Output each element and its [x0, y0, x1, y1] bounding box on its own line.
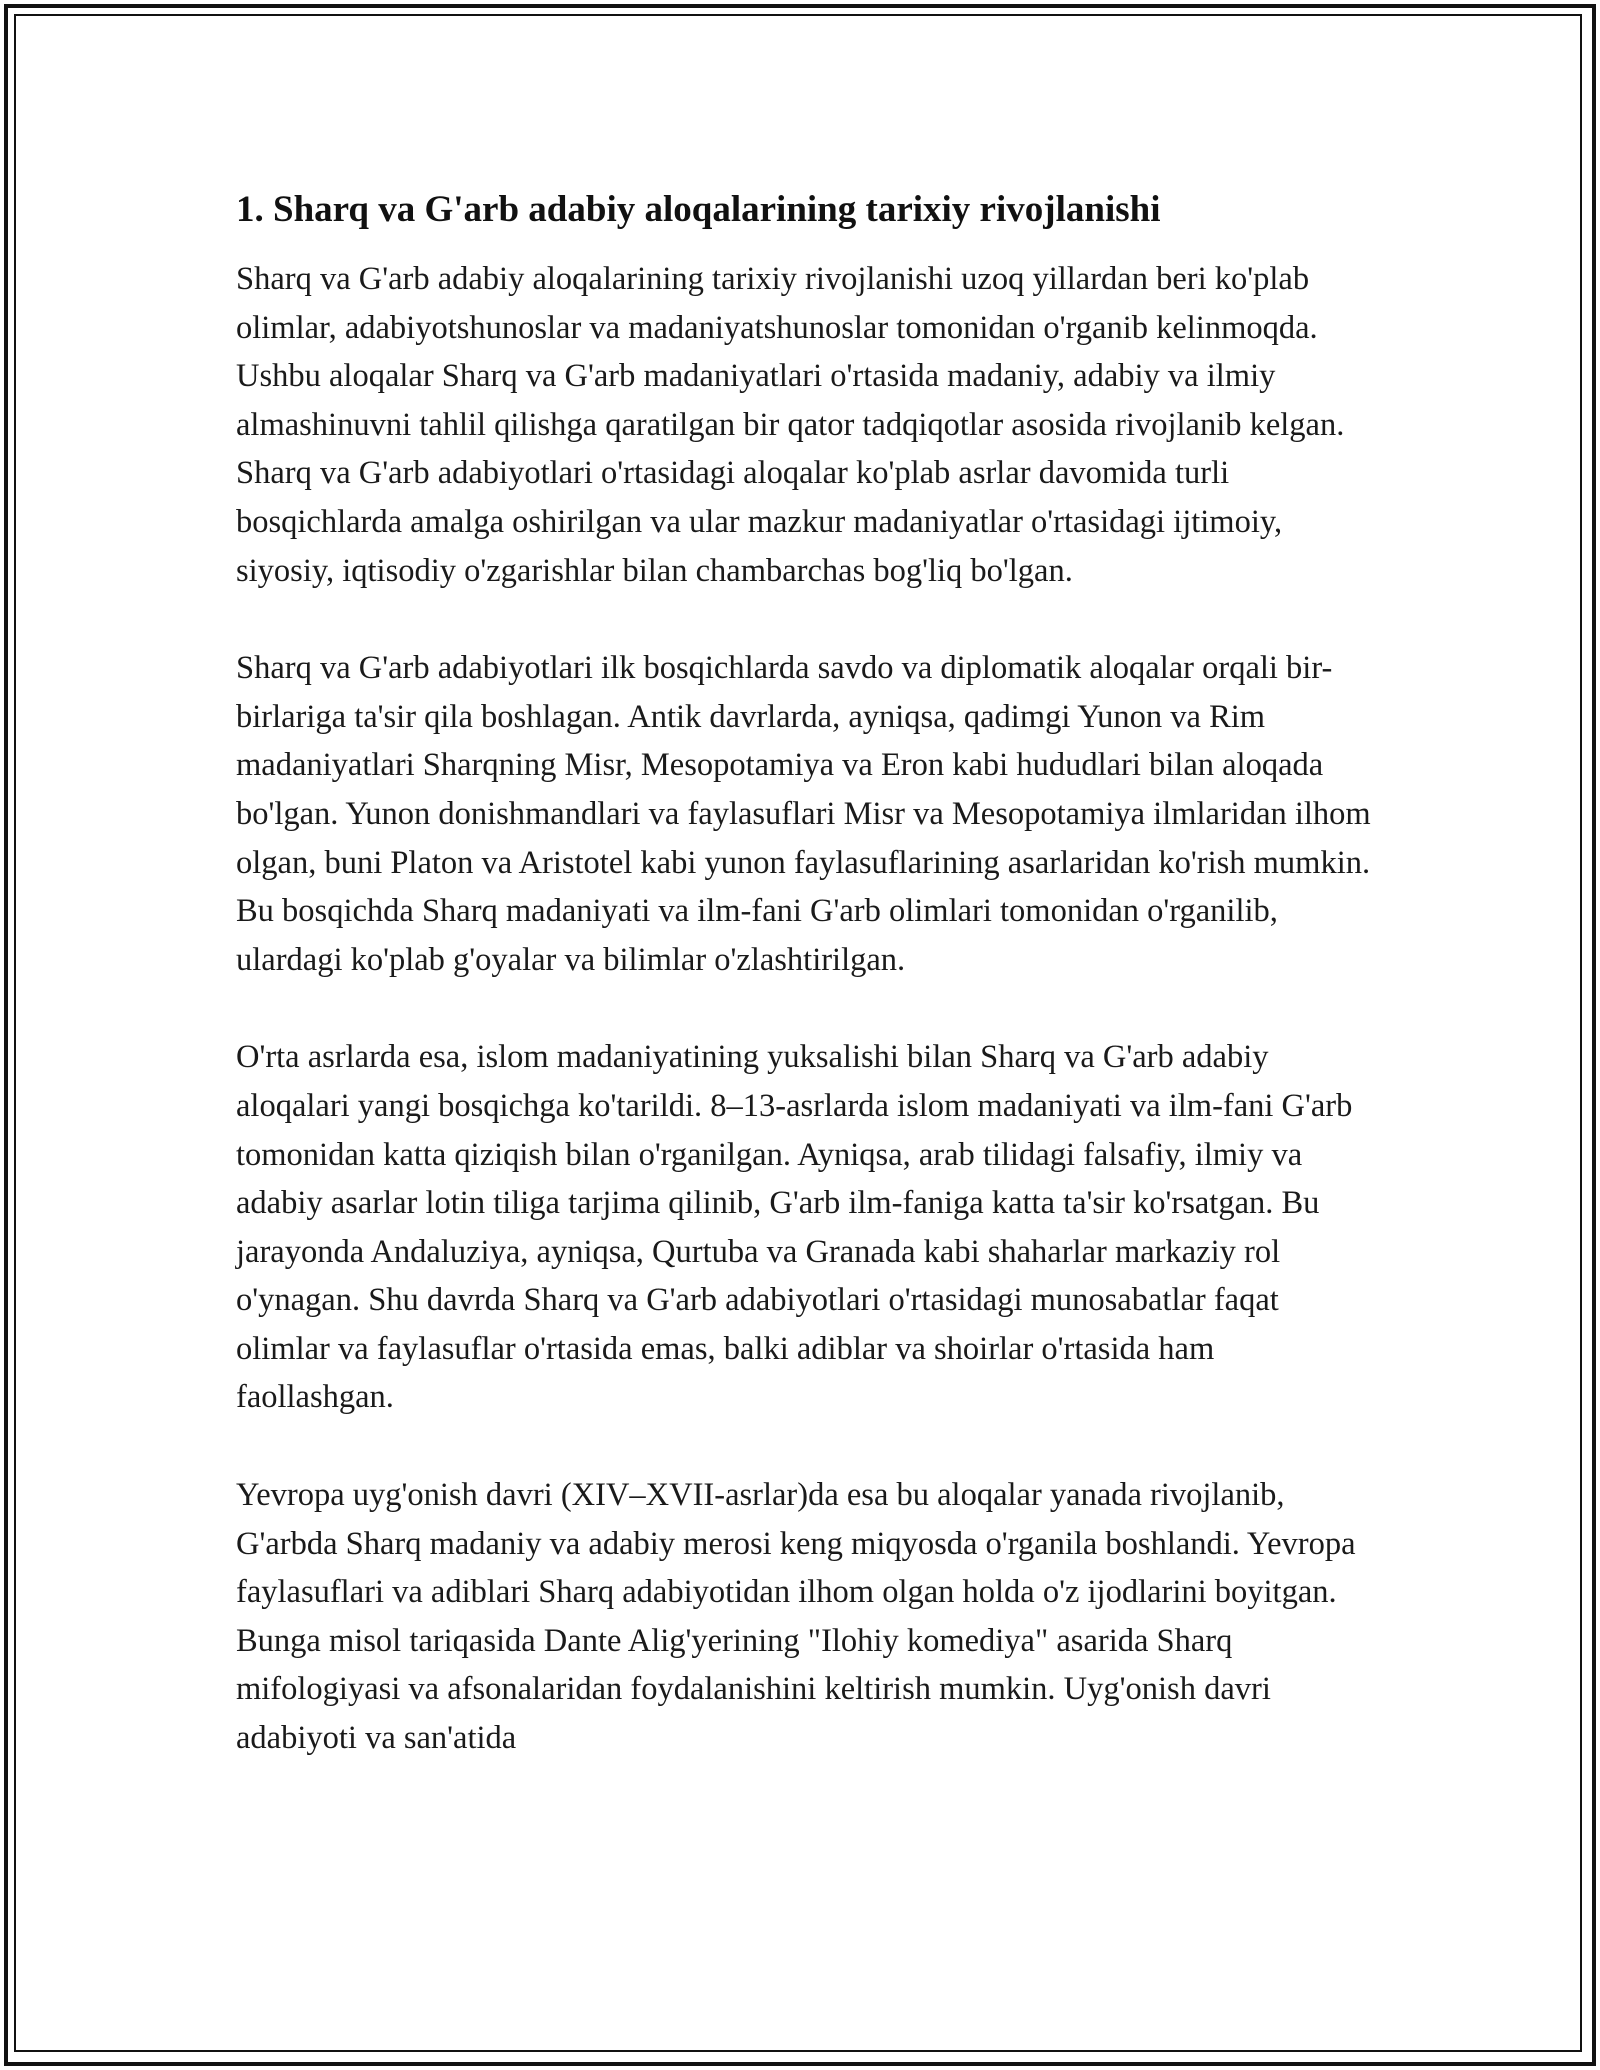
- paragraph-3: O'rta asrlarda esa, islom madaniyatining yuksalishi bilan Sharq va G'arb adabiy aloqalari yangi bosqichga ko'tarildi. 8–13-asrlarda islom madaniyati va ilm-fani G'arb tomonidan katta qiziqish bilan o'rganilgan. Ayniqsa, arab tilidagi falsafiy, ilmiy va adabiy asarlar lotin tiliga tarjima qilinib, G'arb ilm-faniga katta ta'sir ko'rsatgan. Bu jarayonda Andaluziya, ayniqsa, Qurtuba va Granada kabi shaharlar markaziy rol o'ynagan. Shu davrda Sharq va G'arb adabiyotlari o'rtasidagi munosabatlar faqat olimlar va faylasuflar o'rtasida emas, balki adiblar va shoirlar o'rtasida ham faollashgan.: [236, 1039, 1353, 1416]
- paragraph-1: Sharq va G'arb adabiy aloqalarining tarixiy rivojlanishi uzoq yillardan beri ko'plab olimlar, adabiyotshunoslar va madaniyatshunoslar tomonidan o'rganib kelinmoqda. Ushbu aloqalar Sharq va G'arb madaniyatlari o'rtasida madaniy, adabiy va ilmiy almashinuvni tahlil qilishga qaratilgan bir qator tadqiqotlar asosida rivojlanib kelgan. Sharq va G'arb adabiyotlari o'rtasidagi aloqalar ko'plab asrlar davomida turli bosqichlarda amalga oshirilgan va ular mazkur madaniyatlar o'rtasidagi ijtimoiy, siyosiy, iqtisodiy o'zgarishlar bilan chambarchas bog'liq bo'lgan.: [236, 261, 1345, 589]
- section-heading: 1. Sharq va G'arb adabiy aloqalarining tarixiy rivojlanishi: [236, 189, 1161, 230]
- document-body: [236, 185, 1376, 1812]
- paragraph-4: Yevropa uyg'onish davri (XIV–XVII-asrlar)da esa bu aloqalar yanada rivojlanib, G'arbda Sharq madaniy va adabiy merosi keng miqyosda o'rganila boshlandi. Yevropa faylasuflari va adiblari Sharq adabiyotidan ilhom olgan holda o'z ijodlarini boyitgan. Bunga misol tariqasida Dante Alig'yerining "Ilohiy komediya" asarida Sharq mifologiyasi va afsonalaridan foydalanishini keltirish mumkin. Uyg'onish davri adabiyoti va san'atida: [236, 1477, 1356, 1757]
- paragraph-2: Sharq va G'arb adabiyotlari ilk bosqichlarda savdo va diplomatik aloqalar orqali bir-birlariga ta'sir qila boshlagan. Antik davrlarda, ayniqsa, qadimgi Yunon va Rim madaniyatlari Sharqning Misr, Mesopotamiya va Eron kabi hududlari bilan aloqada bo'lgan. Yunon donishmandlari va faylasuflari Misr va Mesopotamiya ilmlaridan ilhom olgan, buni Platon va Aristotel kabi yunon faylasuflarining asarlaridan ko'rish mumkin. Bu bosqichda Sharq madaniyati va ilm-fani G'arb olimlari tomonidan o'rganilib, ulardagi ko'plab g'oyalar va bilimlar o'zlashtirilgan.: [236, 650, 1371, 978]
